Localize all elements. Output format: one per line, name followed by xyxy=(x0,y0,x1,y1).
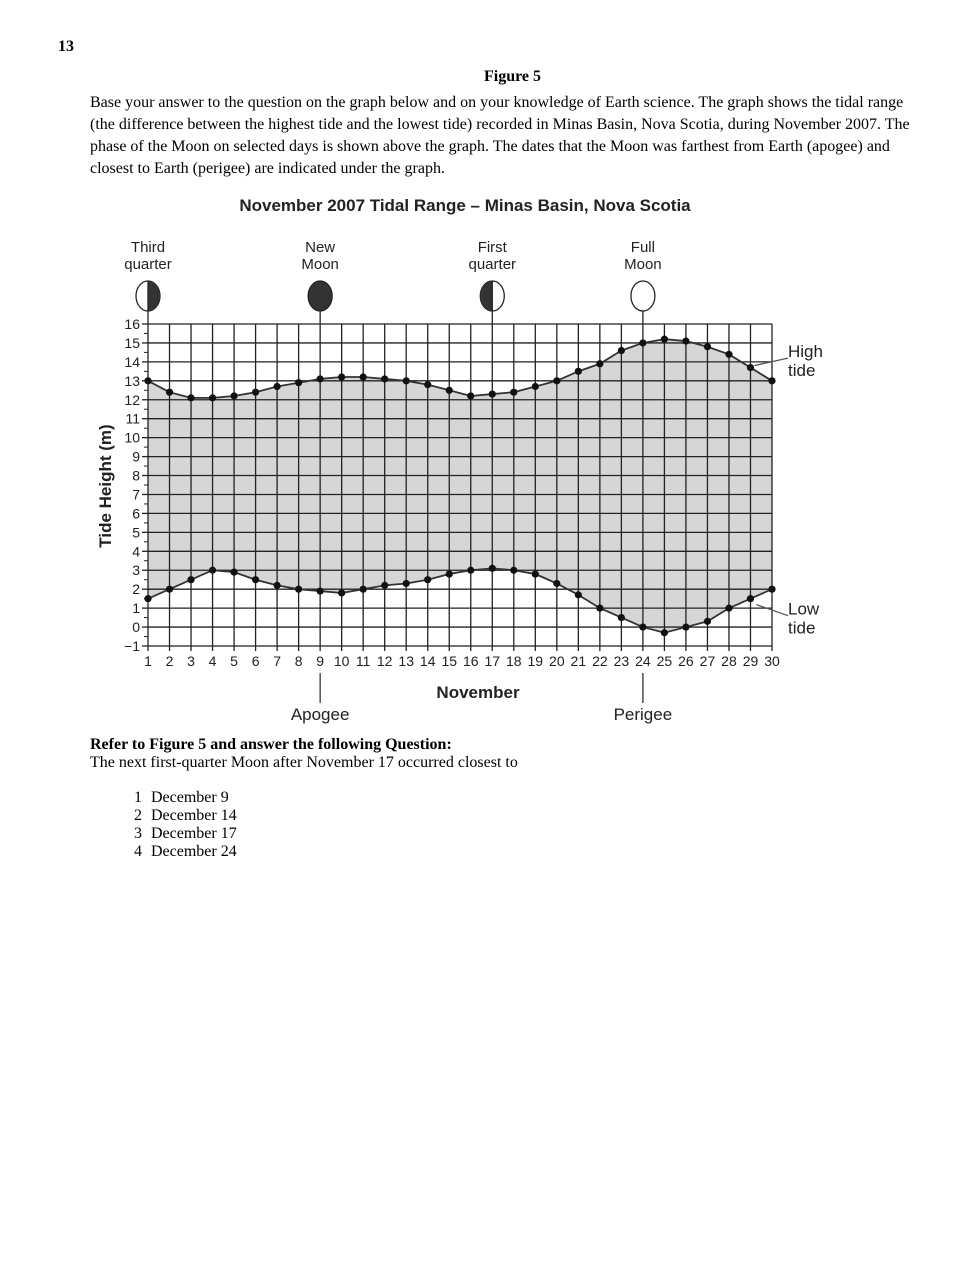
x-tick-label: 21 xyxy=(570,653,587,669)
y-tick-label: 12 xyxy=(124,391,140,408)
moon-phase-label: New xyxy=(305,239,336,256)
high-tide-point xyxy=(230,392,237,399)
y-tick-label: 6 xyxy=(132,505,140,522)
low-tide-point xyxy=(403,580,410,587)
y-tick-label: 1 xyxy=(132,600,140,617)
high-tide-point xyxy=(274,383,281,390)
x-tick-label: 22 xyxy=(592,653,608,669)
high-tide-label: High xyxy=(788,342,823,362)
x-tick-label: 5 xyxy=(230,653,238,669)
low-tide-point xyxy=(532,570,539,577)
x-tick-label: 14 xyxy=(419,653,436,669)
low-tide-point xyxy=(618,614,625,621)
low-tide-point xyxy=(661,629,668,636)
high-tide-point xyxy=(295,379,302,386)
high-tide-point xyxy=(725,351,732,358)
low-tide-point xyxy=(682,623,689,630)
y-tick-label: 5 xyxy=(132,524,140,541)
high-tide-point xyxy=(166,389,173,396)
full-moon-icon xyxy=(631,281,655,311)
y-tick-label: −1 xyxy=(124,638,140,654)
tidal-range-chart xyxy=(80,185,840,730)
low-tide-point xyxy=(252,576,259,583)
high-tide-point xyxy=(360,373,367,380)
moon-phase-label: First xyxy=(477,239,507,256)
x-tick-label: 7 xyxy=(273,653,282,669)
x-tick-label: 2 xyxy=(165,653,174,669)
low-tide-point xyxy=(467,567,474,574)
low-tide-point xyxy=(768,586,775,593)
x-tick-label: 11 xyxy=(355,653,371,669)
x-tick-label: 18 xyxy=(506,653,522,669)
high-tide-point xyxy=(144,377,151,384)
y-tick-label: 2 xyxy=(132,581,140,598)
x-tick-label: 24 xyxy=(635,653,651,669)
y-tick-label: 3 xyxy=(132,562,140,579)
low-tide-point xyxy=(446,570,453,577)
moon-phase-label: quarter xyxy=(468,256,517,273)
x-tick-label: 20 xyxy=(549,653,565,669)
question-text: The next first-quarter Moon after November 17 occurred closest to xyxy=(90,754,518,771)
low-tide-point xyxy=(274,582,281,589)
x-tick-label: 16 xyxy=(462,653,479,669)
low-tide-point xyxy=(295,586,302,593)
third-quarter-moon-icon xyxy=(148,281,160,311)
question-number: 13 xyxy=(58,38,74,55)
low-tide-label: tide xyxy=(788,618,816,638)
low-tide-point xyxy=(144,595,151,602)
x-tick-label: 29 xyxy=(742,653,759,669)
x-tick-label: 10 xyxy=(333,653,350,669)
low-tide-point xyxy=(596,605,603,612)
high-tide-label: tide xyxy=(788,361,816,381)
high-tide-point xyxy=(704,343,711,350)
x-tick-label: 27 xyxy=(699,653,716,669)
x-tick-label: 26 xyxy=(678,653,694,669)
low-tide-point xyxy=(360,586,367,593)
moon-phase-label: Full xyxy=(630,239,655,256)
y-tick-label: 4 xyxy=(132,543,140,560)
intro-text: Base your answer to the question on the graph below and on your knowledge of Earth science. The graph shows the tidal range (the difference between the highest tide and the lowest tide) recorded in Minas Basin, Nova Scotia, during November 2007. The phase of the Moon on selected days is shown above the graph. The dates that the Moon was farthest from Earth (apogee) and closest to Earth (perigee) are indicated under the graph. xyxy=(90,94,910,177)
low-tide-point xyxy=(424,576,431,583)
perigee-label: Perigee xyxy=(613,705,673,724)
high-tide-point xyxy=(596,360,603,367)
low-tide-point xyxy=(209,567,216,574)
x-tick-label: 30 xyxy=(764,653,780,669)
moon-phase-label: Moon xyxy=(301,256,339,273)
x-tick-label: 13 xyxy=(398,653,414,669)
moon-phase-label: Third xyxy=(130,239,166,256)
high-tide-point xyxy=(187,394,194,401)
low-tide-point xyxy=(166,586,173,593)
low-tide-point xyxy=(704,618,711,625)
high-tide-point xyxy=(682,337,689,344)
low-tide-point xyxy=(489,565,496,572)
low-tide-point xyxy=(725,605,732,612)
moon-phase-label: quarter xyxy=(124,256,172,273)
moon-phase-new xyxy=(301,239,339,324)
high-tide-point xyxy=(661,336,668,343)
answer-choice[interactable]: 2 December 14 xyxy=(134,807,237,824)
x-tick-label: 17 xyxy=(484,653,501,669)
high-tide-point xyxy=(747,364,754,371)
high-tide-point xyxy=(532,383,539,390)
high-tide-point xyxy=(381,375,388,382)
x-tick-label: 1 xyxy=(144,653,152,669)
high-tide-point xyxy=(575,368,582,375)
y-tick-label: 11 xyxy=(125,410,140,427)
x-tick-label: 28 xyxy=(721,653,737,669)
y-tick-label: 7 xyxy=(132,486,140,503)
moon-phase-label: Moon xyxy=(624,256,662,273)
y-tick-label: 10 xyxy=(124,429,140,446)
low-tide-point xyxy=(230,569,237,576)
low-tide-point xyxy=(553,580,560,587)
high-tide-point xyxy=(553,377,560,384)
high-tide-point xyxy=(618,347,625,354)
apogee-label: Apogee xyxy=(290,705,350,724)
high-tide-point xyxy=(489,390,496,397)
moon-phase-first-quarter xyxy=(469,239,517,324)
answer-choice[interactable]: 4 December 24 xyxy=(134,843,237,860)
answer-choice[interactable]: 3 December 17 xyxy=(134,825,237,842)
moon-phase-third-quarter xyxy=(124,239,172,324)
x-axis-label: November xyxy=(436,683,520,702)
low-tide-point xyxy=(338,589,345,596)
high-tide-point xyxy=(510,389,517,396)
question-prompt-block xyxy=(90,736,518,772)
y-tick-label: 9 xyxy=(132,448,140,465)
high-tide-point xyxy=(252,389,259,396)
x-tick-label: 19 xyxy=(527,653,544,669)
low-tide-point xyxy=(575,591,582,598)
x-tick-label: 15 xyxy=(441,653,458,669)
low-tide-label: Low xyxy=(788,599,820,619)
high-tide-point xyxy=(403,377,410,384)
first-quarter-moon-icon xyxy=(480,281,492,311)
new-moon-icon xyxy=(308,281,332,311)
low-tide-point xyxy=(510,567,517,574)
low-tide-point xyxy=(187,576,194,583)
y-tick-label: 16 xyxy=(124,316,140,332)
low-tide-point xyxy=(381,582,388,589)
y-tick-label: 13 xyxy=(124,372,140,389)
high-tide-point xyxy=(209,394,216,401)
x-tick-label: 3 xyxy=(187,653,195,669)
y-axis-label: Tide Height (m) xyxy=(96,424,115,548)
x-tick-label: 25 xyxy=(656,653,673,669)
high-tide-point xyxy=(424,381,431,388)
x-tick-label: 9 xyxy=(316,653,325,669)
y-tick-label: 0 xyxy=(132,619,140,636)
x-tick-label: 4 xyxy=(208,653,217,669)
high-tide-point xyxy=(467,392,474,399)
x-tick-label: 6 xyxy=(251,653,260,669)
y-tick-label: 14 xyxy=(124,353,140,370)
answer-choices xyxy=(134,789,237,861)
low-tide-point xyxy=(747,595,754,602)
question-instruction: Refer to Figure 5 and answer the following Question: xyxy=(90,736,452,753)
x-tick-label: 8 xyxy=(294,653,303,669)
high-tide-point xyxy=(446,387,453,394)
high-tide-point xyxy=(768,377,775,384)
y-tick-label: 15 xyxy=(124,334,140,351)
x-tick-label: 12 xyxy=(376,653,393,669)
x-tick-label: 23 xyxy=(613,653,630,669)
chart-title: November 2007 Tidal Range – Minas Basin, Nova Scotia xyxy=(239,196,691,215)
low-tide-point xyxy=(317,587,324,594)
figure-label: Figure 5 xyxy=(483,68,542,85)
answer-choice[interactable]: 1 December 9 xyxy=(134,789,229,806)
high-tide-point xyxy=(338,373,345,380)
high-tide-point xyxy=(317,375,324,382)
high-tide-point xyxy=(639,339,646,346)
low-tide-point xyxy=(639,623,646,630)
y-tick-label: 8 xyxy=(132,467,140,484)
moon-phase-full xyxy=(624,239,662,324)
